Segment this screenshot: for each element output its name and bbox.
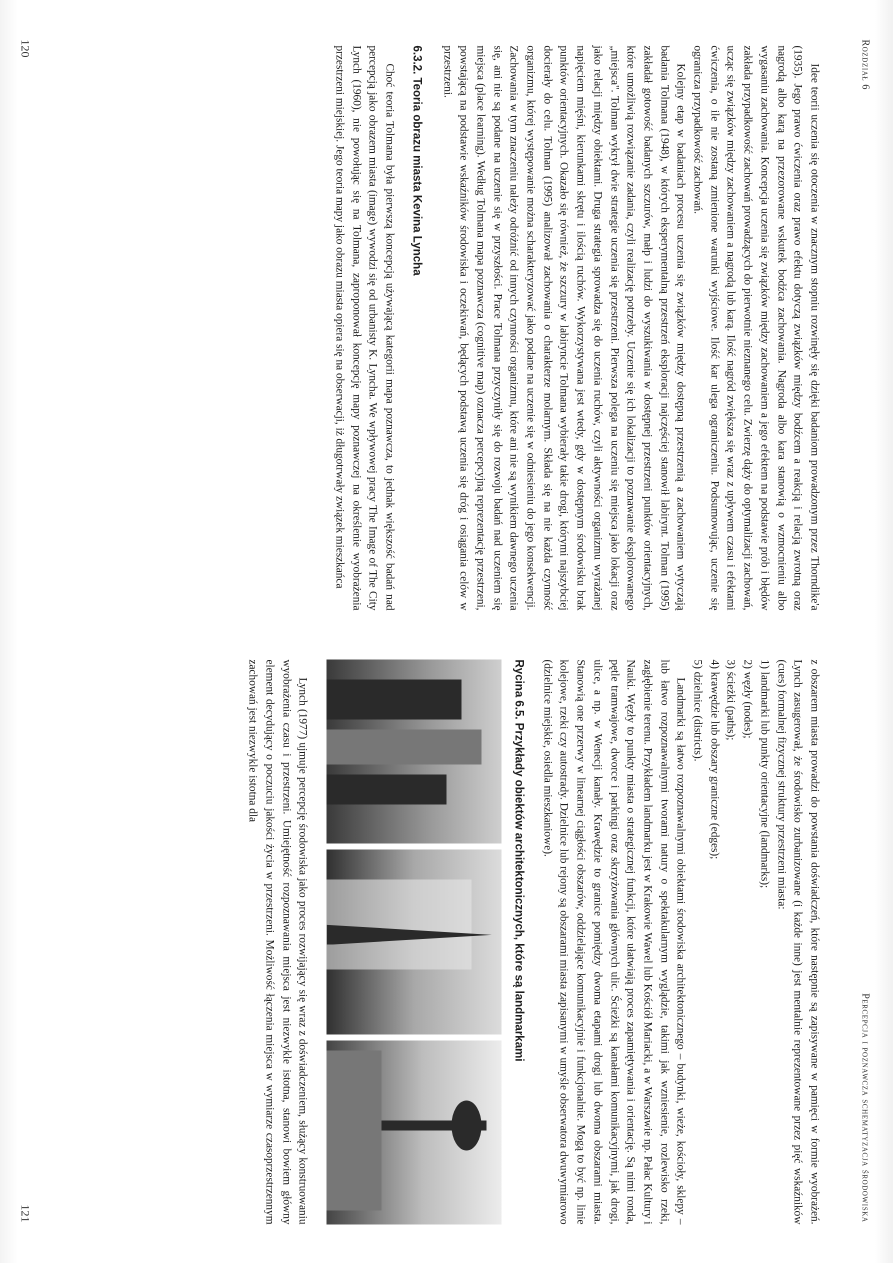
photo-tower: [327, 1040, 502, 1224]
page-number-left: 120: [18, 39, 33, 58]
photo-transamerica-pyramid: [327, 850, 502, 1034]
paragraph-lynch-intro: Choć teoria Tolmana była pierwszą koncepcją używającą kategorii mapa poznawcza, to jednak większość badań nad percepcją jako obrazem miasta (image) wywodzi się od urbanisty K. Lyncha. We wpływowej pracy The Image of The City Lynch (1960), nie powołując się na Tolmana, zaproponował koncepcję mapy poznawczej na określenie wyobrażenia przestrzeni miejskiej. Jego teoria mapy jako obrazu miasta opiera się na obserwacji, iż długotrwały związek mieszkańca: [333, 45, 396, 611]
figure-caption: Rycina 6.5. Przykłady obiektów architektonicznych, które są landmarkami: [512, 659, 525, 1062]
running-header-right: Percepcja i poznawcza schematyzacja środowiska: [859, 993, 871, 1223]
left-page-column: [331, 46, 823, 611]
page-number-right: 121: [18, 1204, 33, 1223]
list-item: 3) ścieżki (paths);: [724, 659, 737, 741]
paragraph-tolman: Kolejny etap w badaniach procesu uczenia się związków między dostępną przestrzenią a zachowaniem wytyczają badania Tolmana (1948), w których eksperymentalną przestrzeń eksploracji najczęściej stanowił labirynt. Tolman (1995) zakładał gotowość badanych szczurów, małp i ludzi do wyszukiwania w dostępnej przestrzeni punktów orientacyjnych, które umożliwią rozwiązanie zadania, czyli realizację potrzeby. Uczenie się ich lokalizacji to poznawanie eksplorowanego „miejsca". Tolman wykrył dwie strategie uczenia się przestrzeni. Pierwsza polega na uczeniu się miejsca jako lokacji oraz jako relacji między obiektami. Druga strategia sprowadza się do uczenia ruchów, czyli aktywności organizmu wyrażanej napięciem mięśni, kierunkami skrętu i ilością ruchów. Wykorzystywana jest wtedy, gdy w dostępnym środowisku brak punktów orientacyjnych. Okazało się również, że szczury w labiryncie Tolmana wybierały takie drogi, którymi najszybciej docierały do celu. Tolman (1995) analizował zachowania o charakterze molarnym. Składa się na nie każda czynność organizmu, której występowanie można scharakteryzować jako podane na uczenie się w odniesieniu do jego konsekwencji. Zachowania w tym znaczeniu należy odróżnić od innych czynności organizmu, które ani nie są wynikiem dawnego uczenia się, ani nie są podane na uczenie się w przyszłości. Prace Tolmana przyczyniły się do rozwoju badań nad uczeniem się miejsca (place learning). Według Tolmana mapa poznawcza (cognitive map) oznacza percepcyjną reprezentację przestrzeni, powstającą na podstawie wskaźników środowiska i oczekiwań, będących podstawą uczenia się dróg i osiągania celów w przestrzeni.: [441, 45, 687, 611]
paragraph-landmarks: Landmarki są łatwo rozpoznawalnymi obiektami środowiska architektonicznego – budynki, wieże, kościoły, sklepy – lub łatwo rozpoznawalnymi tworami natury o spektakularnym wyglądzie, takimi jak wzniesienie, rozlewisko rzeki, zagłębienie terenu. Przykładem landmarku jest w Krakowie Wawel lub Kościół Mariacki, a w Warszawie np. Pałac Kultury i Nauki. Węzły to punkty miasta o strategicznej funkcji, które ułatwiają proces zapamiętywania i orientację. Są nimi ronda, pętle tramwajowe, dworce i parkingi oraz skrzyżowania głównych ulic. Ścieżki są kanałami komunikacyjnymi, jak drogi, ulice, a np. w Wenecji kanały. Krawędzie to granice pomiędzy dwoma etapami drogi lub dwoma obszarami miasta. Stanowią one przerwy w linearnej ciągłości obszarów, oddzielające komunikacyjnie i funkcjonalnie. Mogą to być np. linie kolejowe, rzeki czy autostrady. Dzielnice lub rejony są obszarami miasta zapisanymi w umyśle obserwatora dwuwymiarowo (dzielnice miejskie, osiedla mieszkaniowe).: [541, 659, 687, 1225]
list-item: 4) krawędzie lub obszary graniczne (edges);: [708, 659, 721, 860]
figure-photos: [327, 660, 502, 1225]
right-page-column: [244, 660, 822, 1225]
list-item: 1) landmarki lub punkty orientacyjne (landmarks);: [758, 659, 771, 889]
paragraph-lynch-1977: Lynch (1977) ujmuje percepcję środowiska jako proces rozwijający się wraz z doświadczeniem, służący konstruowaniu wyobrażenia czasu i przestrzeni. Umiejętność rozpoznawania miejsca jest niezwykle istotna, stanowi bowiem główny element decydujący o poczuciu jakości życia w przestrzeni. Możliwość łączenia miejsca w wymiarze czasoprzestrzennym zachowań jest niezwykle istotna dla: [246, 659, 309, 1225]
lynch-cues-list: [689, 660, 773, 1225]
photo-skyscrapers: [327, 660, 502, 844]
running-header-left: Rozdział 6: [859, 39, 871, 90]
paragraph-continuation: z obszarem miasta prowadzi do powstania doświadczeń, które następnie są zapisywane w pamięci w formie wyobrażeń. Lynch zasugerował, że środowisko zurbanizowane (i każde inne) jest mentalnie reprezentowane przez pięć wskaźników (cues) formalnej fizycznej struktury przestrzeni miasta:: [775, 659, 821, 1225]
paragraph-thorndike: Idee teorii uczenia się otoczenia w znacznym stopniu rozwinęły się dzięki badaniom prowadzonym przez Thorndike'a (1935). Jego prawo ćwiczenia oraz prawo efektu dotyczą związków między bodźcem a reakcją i relacją zwrotną oraz nagrodą albo karą na przezorowane wskutek bodźca zachowania. Nagroda albo kara stanowią o wzmocnieniu albo wygasaniu zachowania. Koncepcja uczenia się związków między zachowaniem a jego efektem na podstawie prób i błędów zakłada przypadkowość zachowań prowadzących do pierwotnie nieznanego celu. Zwierzę dąży do optymalizacji zachowań, ucząc się związków między zachowaniem a nagrodą lub karą. Ilość nagród zwiększa się wraz z upływem czasu i efektami ćwiczenia, o ile nie zostaną zmienione warunki wyjściowe. Ilość kar ulega ograniczeniu. Podsumowując, uczenie się ogranicza przypadkowość zachowań.: [691, 45, 821, 611]
list-item: 5) dzielnice (districts).: [691, 659, 704, 762]
list-item: 2) węzły (nodes);: [741, 659, 754, 739]
section-heading: 6.3.2. Teoria obrazu miasta Kevina Lyncha: [410, 45, 423, 276]
